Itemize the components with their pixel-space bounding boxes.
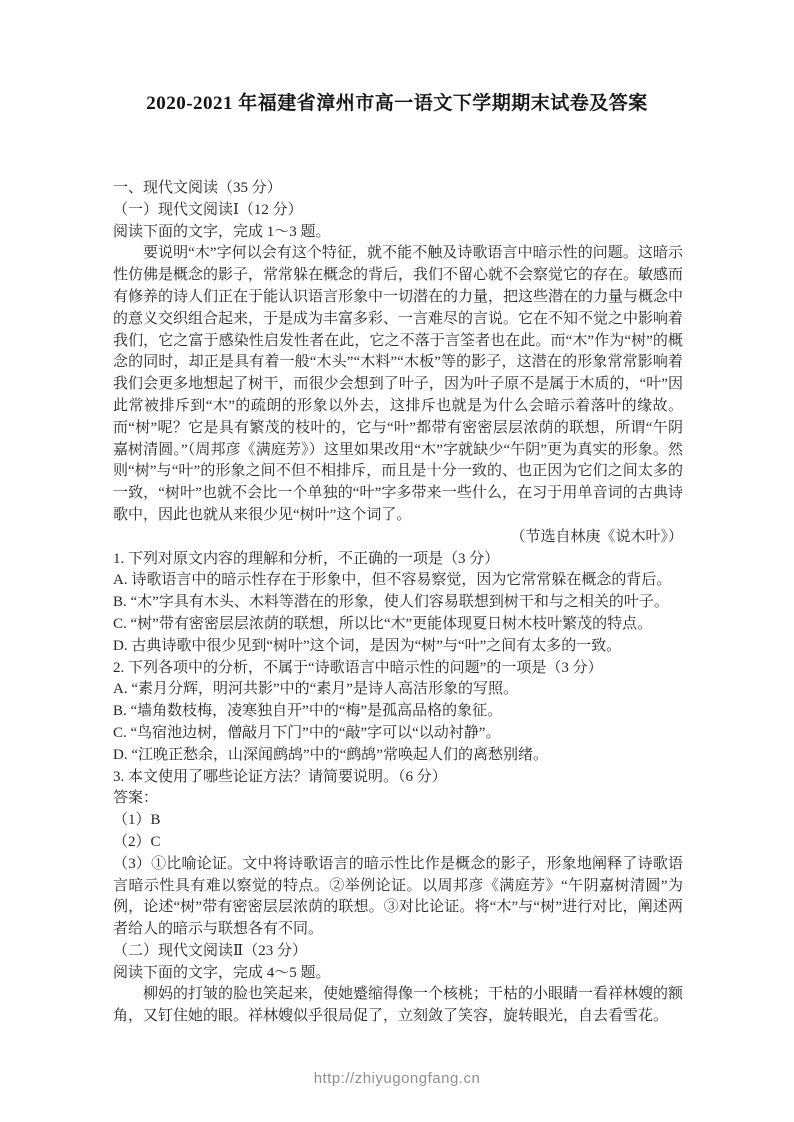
text-block: C. “树”带有密密层层浓荫的联想，所以比“木”更能体现夏日树木枝叶繁茂的特点。 [113, 615, 653, 632]
text-block: A. “素月分辉，明河共影”中的“素月”是诗人高洁形象的写照。 [113, 681, 518, 698]
text-block: 阅读下面的文字，完成 1～3 题。 [113, 223, 331, 240]
footer-url: http://zhiyugongfang.cn [313, 1070, 481, 1087]
document-body [113, 178, 683, 1028]
text-block: （2）C [113, 833, 161, 850]
text-block: D. “江晚正愁余，山深闻鹧鸪”中的“鹧鸪”常唤起人们的离愁别绪。 [113, 746, 548, 763]
text-block: （3）①比喻论证。文中将诗歌语言的暗示性比作是概念的影子，形象地阐释了诗歌语言暗示性具有难以察觉的特点。②举例论证。以周邦彦《满庭芳》“午阴嘉树清圆”为例，论述“树”带有密密层层浓荫的联想。③对比论证。将“木”与“树”进行对比，阐述两者给人的暗示与联想各有不同。 [113, 855, 683, 938]
text-block: （一）现代文阅读Ⅰ（12 分） [113, 201, 303, 218]
text-block: （1）B [113, 812, 161, 829]
text-block: 柳妈的打皱的脸也笑起来，使她蹙缩得像一个核桃；干枯的小眼睛一看祥林嫂的额角，又钉住她的眼。祥林嫂似乎很局促了，立刻敛了笑容，旋转眼光，自去看雪花。 [113, 986, 684, 1025]
text-block: B. “木”字具有木头、木料等潜在的形象，使人们容易联想到树干和与之相关的叶子。 [113, 594, 669, 611]
text-block: 一、现代文阅读（35 分） [113, 180, 282, 196]
text-block: B. “墙角数枝梅，凌寒独自开”中的“梅”是孤高品格的象征。 [113, 703, 503, 720]
text-block: A. 诗歌语言中的暗示性存在于形象中，但不容易察觉，因为它常常躲在概念的背后。 [113, 572, 672, 589]
text-block: D. 古典诗歌中很少见到“树叶”这个词，是因为“树”与“叶”之间有太多的一致。 [113, 637, 622, 654]
text-block: C. “鸟宿池边树，僧敲月下门”中的“敲”字可以“以动衬静”。 [113, 724, 501, 741]
page-title: 2020-2021 年福建省漳州市高一语文下学期期末试卷及答案 [146, 93, 648, 114]
text-block: 1. 下列对原文内容的理解和分析，不正确的一项是（3 分） [113, 550, 500, 567]
text-block: 答案： [113, 790, 159, 807]
text-block: 2. 下列各项中的分析，不属于“诗歌语言中暗示性的问题”的一项是（3 分） [113, 659, 603, 676]
text-block: 阅读下面的文字，完成 4～5 题。 [113, 964, 331, 981]
text-block: 3. 本文使用了哪些论证方法？请简要说明。（6 分） [113, 768, 447, 785]
text-block: （节选自林庚《说木叶》） [510, 528, 683, 545]
text-block: 要说明“木”字何以会有这个特征，就不能不触及诗歌语言中暗示性的问题。这暗示性仿佛是概念的影子，常常躲在概念的背后，我们不留心就不会察觉它的存在。敏感而有修养的诗人们正在于能认识语言形象中一切潜在的力量，把这些潜在的力量与概念中的意义交织组合起来，于是成为丰富多彩、一言难尽的言说。它在不知不觉之中影响着我们，它之富于感染性启发性者在此，它之不落于言筌者也在此。而“木”作为“树”的概念的同时，却正是具有着一般“木头”“木料”“木板”等的影子，这潜在的形象常常影响着我们会更多地想起了树干，而很少会想到了叶子，因为叶子原不是属于木质的，“叶”因此常被排斥到“木”的疏朗的形象以外去，这排斥也就是为什么会暗示着落叶的缘故。而“树”呢？它是具有繁茂的枝叶的，它与“叶”都带有密密层层浓荫的联想，所谓“午阴嘉树清圆。”（周邦彦《满庭芳》）这里如果改用“木”字就缺少“午阴”更为真实的形象。然则“树”与“叶”的形象之间不但不相排斥，而且是十分一致的、也正因为它们之间太多的一致，“树叶”也就不会比一个单独的“叶”字多带来一些什么，在习于用单音词的古典诗歌中，因此也就从来很少见“树叶”这个词了。 [113, 245, 684, 523]
text-block: （二）现代文阅读Ⅱ（23 分） [113, 942, 307, 959]
